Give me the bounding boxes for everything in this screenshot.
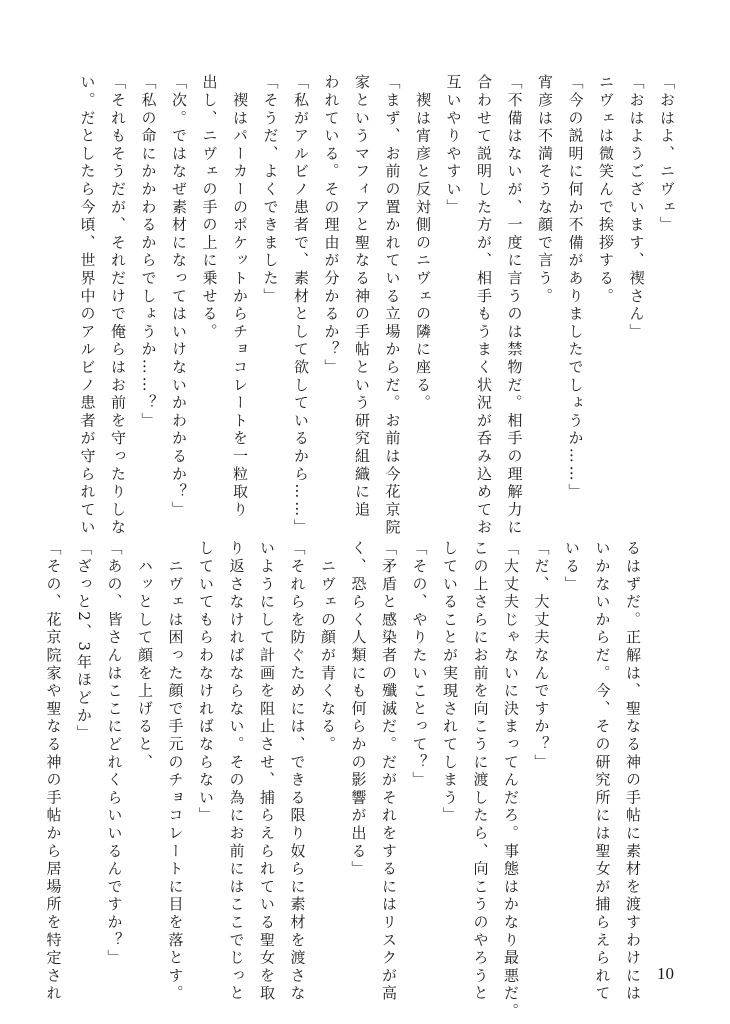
lower-text-line: 「大丈夫じゃないに決まってんだろ。事態はかなり最悪だ。 <box>502 540 520 1021</box>
upper-text-line: 合わせて説明した方が、相手もうまく状況が呑み込めてお <box>475 74 493 537</box>
lower-text-line: 「あの、皆さんはここにどれくらいいるんですか？」 <box>105 540 124 968</box>
text-column-upper <box>72 74 682 537</box>
upper-text-line: 「それもそうだが、それだけで俺らはお前を守ったりしな <box>109 74 127 537</box>
upper-text-line: 宵彦は不満そうな顔で言う。 <box>536 74 554 306</box>
lower-text-line: ハッとして顔を上げると、 <box>136 540 154 772</box>
lower-text-line: るはずだ。正解は、聖なる神の手帖に素材を渡すわけには <box>624 540 642 1003</box>
upper-text-line: 禊は宵彦と反対側のニヴェの隣に座る。 <box>414 74 432 413</box>
upper-text-line: 「不備はないが、一度に言うのは禁物だ。相手の理解力に <box>505 74 524 537</box>
lower-text-line: ニヴェの顔が青くなる。 <box>319 540 337 754</box>
lower-text-line: 「その、やりたいことって？」 <box>410 540 429 790</box>
lower-text-line: ニヴェは困った顔で手元のチョコレートに目を落とす。 <box>166 540 185 1003</box>
text-column-lower <box>38 540 648 1021</box>
upper-text-line: 「おはよ、ニヴェ」 <box>658 74 676 235</box>
lower-text-line: いようにして計画を阻止させ、捕らえられている聖女を取 <box>258 540 276 1003</box>
upper-text-line: 「私の命にかかわるからでしょうか……？」 <box>139 74 158 430</box>
upper-text-line: 「まず、お前の置かれている立場からだ。お前は今花京院 <box>383 74 402 537</box>
upper-text-line: い。だとしたら今頃、世界中のアルビノ患者が守られてい <box>78 74 97 537</box>
upper-text-line: 互いやりやすい」 <box>444 74 463 217</box>
upper-text-line: 「次。ではなぜ素材になってはいけないかわかるか？」 <box>170 74 188 519</box>
upper-text-line: 禊はパーカーのポケットからチョコレートを一粒取り <box>231 74 249 519</box>
upper-text-line: ニヴェは微笑んで挨拶する。 <box>597 74 615 306</box>
lower-text-line: 「ざっと2、3年ほどか」 <box>75 540 93 743</box>
lower-text-line: 「その、花京院家や聖なる神の手帖から居場所を特定され <box>44 540 63 1003</box>
lower-text-line: 「だ、大丈夫なんですか？」 <box>532 540 551 772</box>
page-number: 10 <box>657 964 674 983</box>
upper-text-line: 出し、ニヴェの手の上に乗せる。 <box>200 74 219 341</box>
upper-text-line: 「今の説明に何か不備がありましたでしょうか……」 <box>566 74 585 502</box>
lower-text-line: 「それらを防ぐためには、できる限り奴らに素材を渡さな <box>288 540 307 1003</box>
upper-text-line: 家というマフィアと聖なる神の手帖という研究組織に追 <box>353 74 371 519</box>
lower-text-line: していることが実現されてしまう」 <box>441 540 459 825</box>
lower-text-line: いかないからだ。今、その研究所には聖女が捕らえられて <box>593 540 612 1003</box>
lower-text-line: り返さなければならない。その為にお前にはここでじっと <box>227 540 246 1003</box>
lower-text-line: いる」 <box>563 540 581 594</box>
upper-text-line: 「そうだ、よくできました」 <box>261 74 280 306</box>
upper-text-line: 「おはようございます、禊さん」 <box>627 74 646 341</box>
upper-text-line: われている。その理由が分かるか？」 <box>322 74 341 377</box>
lower-text-line: していてもらわなければならない」 <box>197 540 215 825</box>
upper-text-line: 「私がアルビノ患者で、素材として欲しているから……」 <box>292 74 310 537</box>
lower-text-line: 「矛盾と感染者の殲滅だ。だがそれをするにはリスクが高 <box>380 540 398 1003</box>
lower-text-line: この上さらにお前を向こうに渡したら、向こうのやろうと <box>471 540 490 1003</box>
lower-text-line: く、恐らく人類にも何らかの影響が出る」 <box>349 540 368 879</box>
